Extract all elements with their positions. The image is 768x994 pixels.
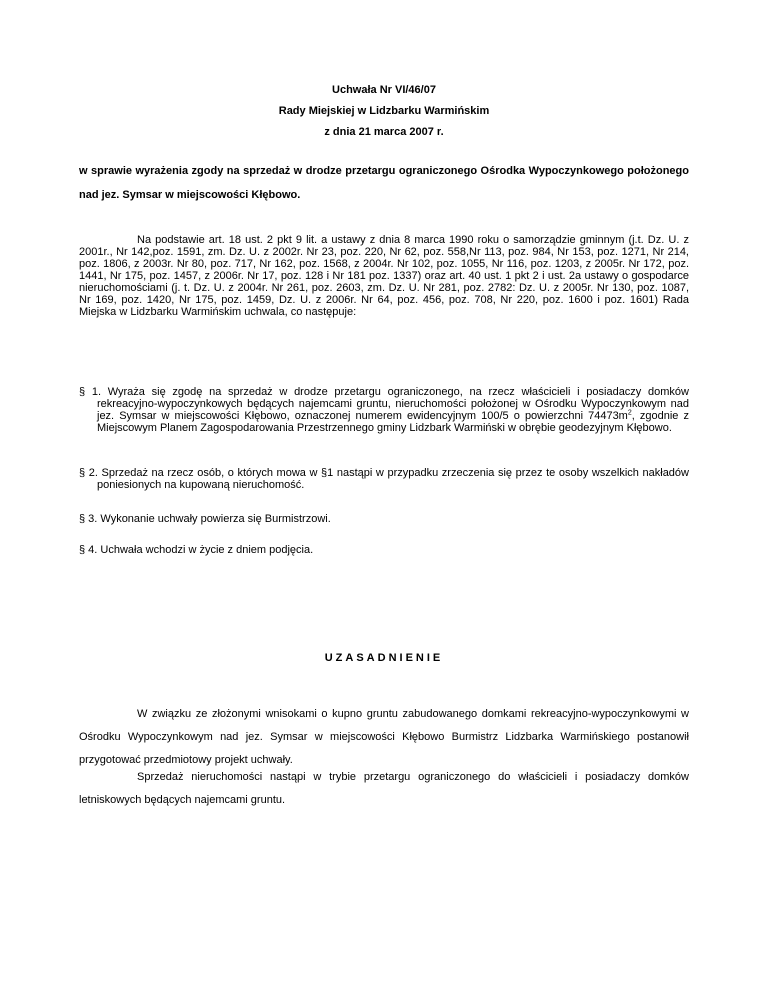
resolution-header [0, 80, 768, 143]
paragraph-4: § 4. Uchwała wchodzi w życie z dniem podjęcia. [79, 544, 314, 556]
resolution-subject: w sprawie wyrażenia zgody na sprzedaż w drodze przetargu ograniczonego Ośrodka Wypoczynkowego położonego nad jez. Symsar w miejscowości Kłębowo. [79, 165, 689, 201]
area-unit-superscript: 2 [627, 409, 632, 417]
paragraph-1-text: § 1. Wyraża się zgodę na sprzedaż w drodze przetargu ograniczonego, na rzecz właścicieli i posiadaczy domków rekreacyjno-wypoczynkowych będących najemcami gruntu, nieruchomości położonej w Ośrodku Wypoczynkowym nad jez. Symsar w miejscowości Kłębowo, oznaczonej numerem ewidencyjnym 100/5 o powierzchni 74473m [79, 386, 689, 422]
paragraph-2: § 2. Sprzedaż na rzecz osób, o których mowa w §1 nastąpi w przypadku zrzeczenia się przez te osoby wszelkich nakładów poniesionych na kupowaną nieruchomość. [79, 467, 689, 491]
paragraph-3: § 3. Wykonanie uchwały powierza się Burmistrzowi. [79, 513, 331, 525]
legal-basis: Na podstawie art. 18 ust. 2 pkt 9 lit. a ustawy z dnia 8 marca 1990 roku o samorządzie gminnym (j.t. Dz. U. z 2001r., Nr 142,poz. 1591, zm. Dz. U. z 2002r. Nr 23, poz. 220, Nr 62, poz. 558,Nr 113, poz. 984, Nr 153, poz. 1271, Nr 214, poz. 1806, z 2003r. Nr 80, poz. 717, Nr 162, poz. 1568, z 2004r. Nr 102, poz. 1055, Nr 116, poz. 1203, z 2005r. Nr 172, poz. 1441, Nr 175, poz. 1457, z 2006r. Nr 17, poz. 128 i Nr 181 poz. 1337) oraz art. 40 ust. 1 pkt 2 i ust. 2a ustawy o gospodarce nieruchomościami (j. t. Dz. U. z 2004r. Nr 261, poz. 2603, zm. Dz. U. Nr 281, poz. 2782: Dz. U. z 2005r. Nr 130, poz. 1087, Nr 169, poz. 1420, Nr 175, poz. 1459, Dz. U. z 2006r. Nr 64, poz. 456, poz. 708, Nr 220, poz. 1600 i poz. 1601) Rada Miejska w Lidzbarku Warmińskim uchwala, co następuje: [79, 234, 689, 318]
resolution-number: Uchwała Nr VI/46/07 [332, 84, 436, 96]
issuing-council: Rady Miejskiej w Lidzbarku Warmińskim [278, 105, 490, 117]
paragraph-1-text-cont: , zgodnie z Miejscowym Planem Zagospodarowania Przestrzennego gminy Lidzbark Warmiński w obrębie geodezyjnym Kłębowo. [97, 410, 689, 434]
resolution-date: z dnia 21 marca 2007 r. [324, 126, 444, 138]
paragraph-1 [79, 386, 689, 434]
justification-paragraph-1: W związku ze złożonymi wnisokami o kupno gruntu zabudowanego domkami rekreacyjno-wypoczynkowymi w Ośrodku Wypoczynkowym nad jez. Symsar w miejscowości Kłębowo Burmistrz Lidzbarka Warmińskiego postanowił przygotować przedmiotowy projekt uchwały. [79, 708, 689, 766]
justification-title: UZASADNIENIE [324, 652, 444, 664]
justification-paragraph-2: Sprzedaż nieruchomości nastąpi w trybie przetargu ograniczonego do właścicieli i posiadaczy domków letniskowych będących najemcami gruntu. [79, 771, 689, 806]
